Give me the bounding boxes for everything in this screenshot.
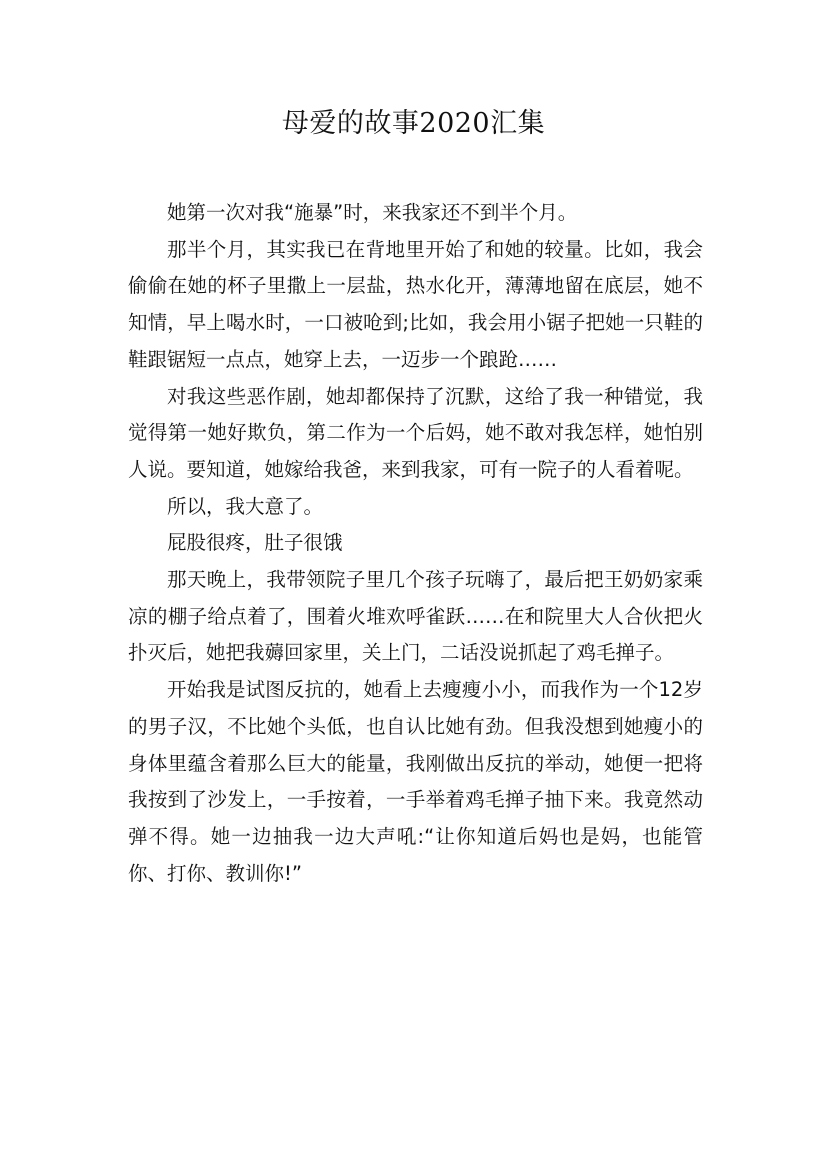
paragraph-2: 那半个月，其实我已在背地里开始了和她的较量。比如，我会偷偷在她的杯子里撒上一层盐，热水化开，薄薄地留在底层，她不知情，早上喝水时，一口被呛到;比如，我会用小锯子把她一只鞋的鞋跟锯短一点点，她穿上去，一迈步一个踉跄…… [128,237,703,371]
document-title: 母爱的故事2020汇集 [281,108,546,139]
paragraph-6: 那天晚上，我带领院子里几个孩子玩嗨了，最后把王奶奶家乘凉的棚子给点着了，围着火堆欢呼雀跃……在和院里大人合伙把火扑灭后，她把我薅回家里，关上门，二话没说抓起了鸡毛掸子。 [128,568,703,665]
paragraph-1: 她第一次对我“施暴”时，来我家还不到半个月。 [167,201,578,224]
paragraph-4: 所以，我大意了。 [167,494,324,518]
paragraph-3: 对我这些恶作剧，她却都保持了沉默，这给了我一种错觉，我觉得第一她好欺负，第二作为一个后妈，她不敢对我怎样，她怕别人说。要知道，她嫁给我爸，来到我家，可有一院子的人看着呢。 [128,384,703,481]
paragraph-7: 开始我是试图反抗的，她看上去瘦瘦小小，而我作为一个12岁的男子汉，不比她个头低，也自认比她有劲。但我没想到她瘦小的身体里蕴含着那么巨大的能量，我刚做出反抗的举动，她便一把将我按到了沙发上，一手按着，一手举着鸡毛掸子抽下来。我竟然动弹不得。她一边抽我一边大声吼:“让你知道后妈也是妈，也能管你、打你、教训你!” [128,678,703,885]
document-body [128,195,703,892]
paragraph-5: 屁股很疼，肚子很饿 [167,531,343,555]
